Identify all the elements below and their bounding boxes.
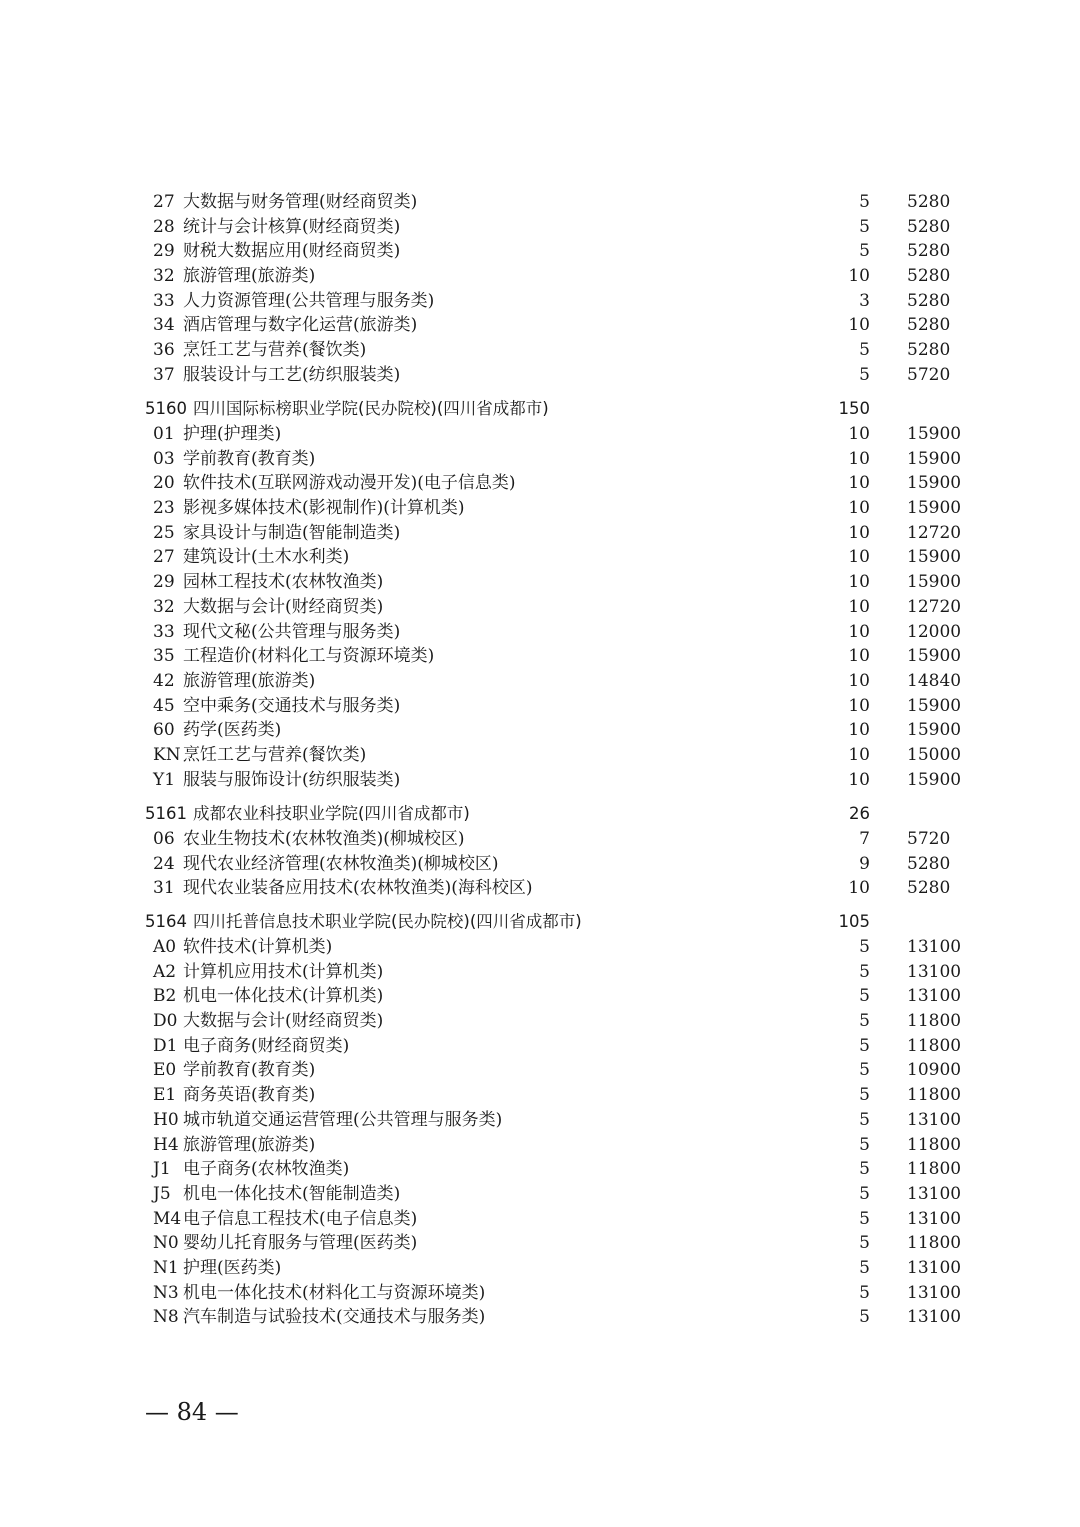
enrollment-count: 5 (859, 340, 870, 361)
school-code: 5161 (145, 804, 187, 823)
table-row (145, 1231, 965, 1256)
major-code: 33 (153, 290, 175, 311)
school-name: 四川国际标榜职业学院(民办院校)(四川省成都市) (193, 399, 549, 418)
school-name: 四川托普信息技术职业学院(民办院校)(四川省成都市) (193, 912, 582, 931)
section-school-5164 (145, 909, 965, 1330)
enrollment-count: 10 (848, 720, 870, 741)
school-code: 5160 (145, 399, 187, 418)
enrollment-count: 5 (859, 1109, 870, 1130)
major-name: 商务英语(教育类) (183, 1085, 316, 1106)
enrollment-count: 5 (859, 937, 870, 957)
table-row (145, 289, 965, 314)
major-name: 汽车制造与试验技术(交通技术与服务类) (183, 1307, 486, 1328)
major-code: 32 (153, 596, 175, 617)
major-name: 机电一体化技术(智能制造类) (183, 1183, 401, 1204)
table-row (145, 1281, 965, 1306)
table-row (145, 743, 965, 768)
major-code: 06 (153, 829, 175, 849)
enrollment-count: 5 (859, 1085, 870, 1106)
tuition-fee: 12720 (907, 596, 962, 617)
enrollment-count: 5 (859, 192, 870, 212)
tuition-fee: 5280 (907, 315, 951, 336)
table-row (145, 852, 965, 877)
major-name: 机电一体化技术(材料化工与资源环境类) (183, 1282, 486, 1303)
page-number: — 84 — (145, 1398, 239, 1426)
table-row (145, 471, 965, 496)
major-code: A0 (153, 937, 177, 957)
tuition-fee: 5280 (907, 216, 951, 237)
section-continuation (145, 190, 965, 388)
major-name: 计算机应用技术(计算机类) (183, 961, 384, 982)
table-row (145, 190, 965, 215)
enrollment-count: 10 (848, 572, 870, 593)
tuition-fee: 5720 (907, 829, 951, 849)
major-code: J5 (153, 1183, 171, 1204)
major-name: 统计与会计核算(财经商贸类) (183, 216, 401, 237)
tuition-fee: 15900 (907, 448, 962, 469)
major-name: 软件技术(互联网游戏动漫开发)(电子信息类) (183, 473, 516, 494)
table-row (145, 496, 965, 521)
major-name: 现代农业经济管理(农林牧渔类)(柳城校区) (183, 853, 499, 874)
major-code: 45 (153, 695, 175, 716)
major-name: 家具设计与制造(智能制造类) (183, 522, 401, 543)
major-name: 电子商务(财经商贸类) (183, 1035, 350, 1056)
school-header (145, 801, 965, 827)
enrollment-count: 10 (848, 646, 870, 667)
enrollment-count: 10 (848, 547, 870, 568)
table-row (145, 570, 965, 595)
section-school-5161 (145, 801, 965, 901)
major-name: 护理(医药类) (183, 1257, 282, 1278)
tuition-fee: 5720 (907, 364, 951, 385)
table-row (145, 984, 965, 1009)
enrollment-count: 9 (859, 853, 870, 874)
table-row (145, 1182, 965, 1207)
tuition-fee: 15900 (907, 720, 962, 741)
tuition-fee: 13100 (907, 1208, 962, 1229)
section-school-5160 (145, 396, 965, 792)
table-row (145, 447, 965, 472)
tuition-fee: 13100 (907, 1307, 962, 1328)
table-row (145, 239, 965, 264)
major-name: 机电一体化技术(计算机类) (183, 986, 384, 1007)
table-row (145, 620, 965, 645)
major-code: 42 (153, 670, 175, 691)
school-header (145, 909, 965, 935)
major-name: 现代文秘(公共管理与服务类) (183, 621, 401, 642)
tuition-fee: 5280 (907, 192, 951, 212)
major-name: 酒店管理与数字化运营(旅游类) (183, 315, 418, 336)
enrollment-count: 10 (848, 473, 870, 494)
enrollment-count: 5 (859, 1159, 870, 1180)
enrollment-count: 5 (859, 1307, 870, 1328)
tuition-fee: 14840 (907, 670, 962, 691)
school-code: 5164 (145, 912, 187, 931)
tuition-fee: 13100 (907, 986, 962, 1007)
major-code: E0 (153, 1060, 177, 1081)
table-row (145, 264, 965, 289)
enrollment-count: 5 (859, 1035, 870, 1056)
table-row (145, 1256, 965, 1281)
major-code: 32 (153, 266, 175, 287)
major-name: 药学(医药类) (183, 720, 282, 741)
table-row (145, 1034, 965, 1059)
enrollment-count: 5 (859, 986, 870, 1007)
major-code: 36 (153, 340, 175, 361)
major-name: 服装与服饰设计(纺织服装类) (183, 769, 401, 790)
major-code: 35 (153, 646, 175, 667)
major-name: 学前教育(教育类) (183, 1060, 316, 1081)
tuition-fee: 11800 (907, 1134, 962, 1155)
table-row (145, 935, 965, 960)
enrollment-count: 10 (848, 596, 870, 617)
enrollment-count: 10 (848, 744, 870, 765)
major-code: H4 (153, 1134, 179, 1155)
major-name: 旅游管理(旅游类) (183, 670, 316, 691)
tuition-fee: 5280 (907, 853, 951, 874)
tuition-fee: 15900 (907, 473, 962, 494)
enrollment-count: 10 (848, 498, 870, 519)
enrollment-count: 5 (859, 1257, 870, 1278)
major-name: 影视多媒体技术(影视制作)(计算机类) (183, 498, 465, 519)
major-code: M4 (153, 1208, 182, 1229)
enrollment-count: 10 (848, 878, 870, 899)
enrollment-count: 10 (848, 670, 870, 691)
table-row (145, 422, 965, 447)
enrollment-count: 10 (848, 695, 870, 716)
school-header (145, 396, 965, 422)
major-name: 城市轨道交通运营管理(公共管理与服务类) (183, 1109, 503, 1130)
tuition-fee: 5280 (907, 266, 951, 287)
table-row (145, 644, 965, 669)
major-code: 03 (153, 448, 175, 469)
major-code: 27 (153, 192, 175, 212)
tuition-fee: 12720 (907, 522, 962, 543)
tuition-fee: 11800 (907, 1085, 962, 1106)
major-code: N8 (153, 1307, 179, 1328)
tuition-fee: 13100 (907, 1282, 962, 1303)
major-name: 护理(护理类) (183, 424, 282, 444)
major-code: 29 (153, 572, 175, 593)
major-name: 建筑设计(土木水利类) (183, 547, 350, 568)
tuition-fee: 13100 (907, 1257, 962, 1278)
table-row (145, 1305, 965, 1330)
major-name: 大数据与会计(财经商贸类) (183, 596, 384, 617)
major-code: 24 (153, 853, 175, 874)
major-code: KN (153, 744, 181, 765)
major-name: 工程造价(材料化工与资源环境类) (183, 646, 435, 667)
major-name: 电子信息工程技术(电子信息类) (183, 1208, 418, 1229)
tuition-fee: 15900 (907, 646, 962, 667)
tuition-fee: 15900 (907, 424, 962, 444)
table-row (145, 768, 965, 793)
tuition-fee: 11800 (907, 1011, 962, 1032)
tuition-fee: 15900 (907, 572, 962, 593)
major-name: 人力资源管理(公共管理与服务类) (183, 290, 435, 311)
enrollment-count: 10 (848, 769, 870, 790)
table-row (145, 521, 965, 546)
major-code: 31 (153, 878, 175, 899)
enrollment-count: 5 (859, 1282, 870, 1303)
table-row (145, 1108, 965, 1133)
table-row (145, 718, 965, 743)
enrollment-count: 10 (848, 315, 870, 336)
table-row (145, 827, 965, 852)
enrollment-count: 5 (859, 1183, 870, 1204)
tuition-fee: 5280 (907, 340, 951, 361)
tuition-fee: 15000 (907, 744, 962, 765)
major-name: 空中乘务(交通技术与服务类) (183, 695, 401, 716)
school-total-count: 26 (849, 804, 870, 823)
school-total-count: 105 (838, 912, 870, 931)
table-row (145, 960, 965, 985)
table-row (145, 338, 965, 363)
table-row (145, 669, 965, 694)
major-name: 农业生物技术(农林牧渔类)(柳城校区) (183, 829, 465, 849)
enrollment-count: 5 (859, 1233, 870, 1254)
major-name: 电子商务(农林牧渔类) (183, 1159, 350, 1180)
enrollment-count: 3 (859, 290, 870, 311)
table-row (145, 1133, 965, 1158)
major-code: N3 (153, 1282, 179, 1303)
major-name: 服装设计与工艺(纺织服装类) (183, 364, 401, 385)
major-code: 25 (153, 522, 175, 543)
table-row (145, 694, 965, 719)
major-name: 财税大数据应用(财经商贸类) (183, 241, 401, 262)
major-code: J1 (153, 1159, 171, 1180)
major-code: 20 (153, 473, 175, 494)
tuition-fee: 13100 (907, 961, 962, 982)
table-row (145, 876, 965, 901)
major-name: 现代农业装备应用技术(农林牧渔类)(海科校区) (183, 878, 533, 899)
major-name: 旅游管理(旅游类) (183, 266, 316, 287)
tuition-fee: 13100 (907, 937, 962, 957)
table-row (145, 1083, 965, 1108)
table-row (145, 1157, 965, 1182)
major-code: D0 (153, 1011, 178, 1032)
tuition-fee: 15900 (907, 695, 962, 716)
tuition-fee: 12000 (907, 621, 962, 642)
major-code: H0 (153, 1109, 179, 1130)
table-row (145, 545, 965, 570)
tuition-fee: 15900 (907, 769, 962, 790)
school-total-count: 150 (838, 399, 870, 418)
table-row (145, 1058, 965, 1083)
major-code: 01 (153, 424, 175, 444)
major-code: B2 (153, 986, 177, 1007)
tuition-fee: 11800 (907, 1159, 962, 1180)
major-code: E1 (153, 1085, 177, 1106)
tuition-fee: 13100 (907, 1109, 962, 1130)
major-code: N0 (153, 1233, 179, 1254)
enrollment-count: 5 (859, 961, 870, 982)
major-code: Y1 (153, 769, 176, 790)
enrollment-count: 7 (859, 829, 870, 849)
school-name: 成都农业科技职业学院(四川省成都市) (193, 804, 470, 823)
enrollment-count: 5 (859, 364, 870, 385)
major-code: 37 (153, 364, 175, 385)
table-row (145, 1207, 965, 1232)
enrollment-count: 5 (859, 1060, 870, 1081)
tuition-fee: 5280 (907, 290, 951, 311)
major-name: 烹饪工艺与营养(餐饮类) (183, 340, 367, 361)
enrollment-count: 10 (848, 266, 870, 287)
major-name: 大数据与财务管理(财经商贸类) (183, 192, 418, 212)
table-row (145, 313, 965, 338)
tuition-fee: 5280 (907, 241, 951, 262)
tuition-fee: 15900 (907, 547, 962, 568)
tuition-fee: 5280 (907, 878, 951, 899)
major-code: N1 (153, 1257, 179, 1278)
tuition-fee: 15900 (907, 498, 962, 519)
major-name: 烹饪工艺与营养(餐饮类) (183, 744, 367, 765)
major-code: 28 (153, 216, 175, 237)
major-code: D1 (153, 1035, 178, 1056)
major-name: 大数据与会计(财经商贸类) (183, 1011, 384, 1032)
tuition-fee: 11800 (907, 1233, 962, 1254)
enrollment-count: 5 (859, 241, 870, 262)
tuition-fee: 11800 (907, 1035, 962, 1056)
enrollment-count: 5 (859, 1134, 870, 1155)
enrollment-count: 10 (848, 448, 870, 469)
major-name: 婴幼儿托育服务与管理(医药类) (183, 1233, 418, 1254)
major-code: A2 (153, 961, 177, 982)
major-name: 旅游管理(旅游类) (183, 1134, 316, 1155)
major-name: 园林工程技术(农林牧渔类) (183, 572, 384, 593)
major-code: 29 (153, 241, 175, 262)
major-name: 软件技术(计算机类) (183, 937, 333, 957)
tuition-fee: 10900 (907, 1060, 962, 1081)
enrollment-count: 10 (848, 621, 870, 642)
table-row (145, 363, 965, 388)
enrollment-count: 5 (859, 1011, 870, 1032)
enrollment-count: 10 (848, 522, 870, 543)
major-code: 60 (153, 720, 175, 741)
enrollment-count: 10 (848, 424, 870, 444)
enrollment-count: 5 (859, 216, 870, 237)
table-row (145, 595, 965, 620)
major-name: 学前教育(教育类) (183, 448, 316, 469)
major-code: 23 (153, 498, 175, 519)
major-code: 34 (153, 315, 175, 336)
tuition-fee: 13100 (907, 1183, 962, 1204)
major-code: 27 (153, 547, 175, 568)
table-row (145, 1009, 965, 1034)
major-code: 33 (153, 621, 175, 642)
enrollment-count: 5 (859, 1208, 870, 1229)
table-row (145, 215, 965, 240)
